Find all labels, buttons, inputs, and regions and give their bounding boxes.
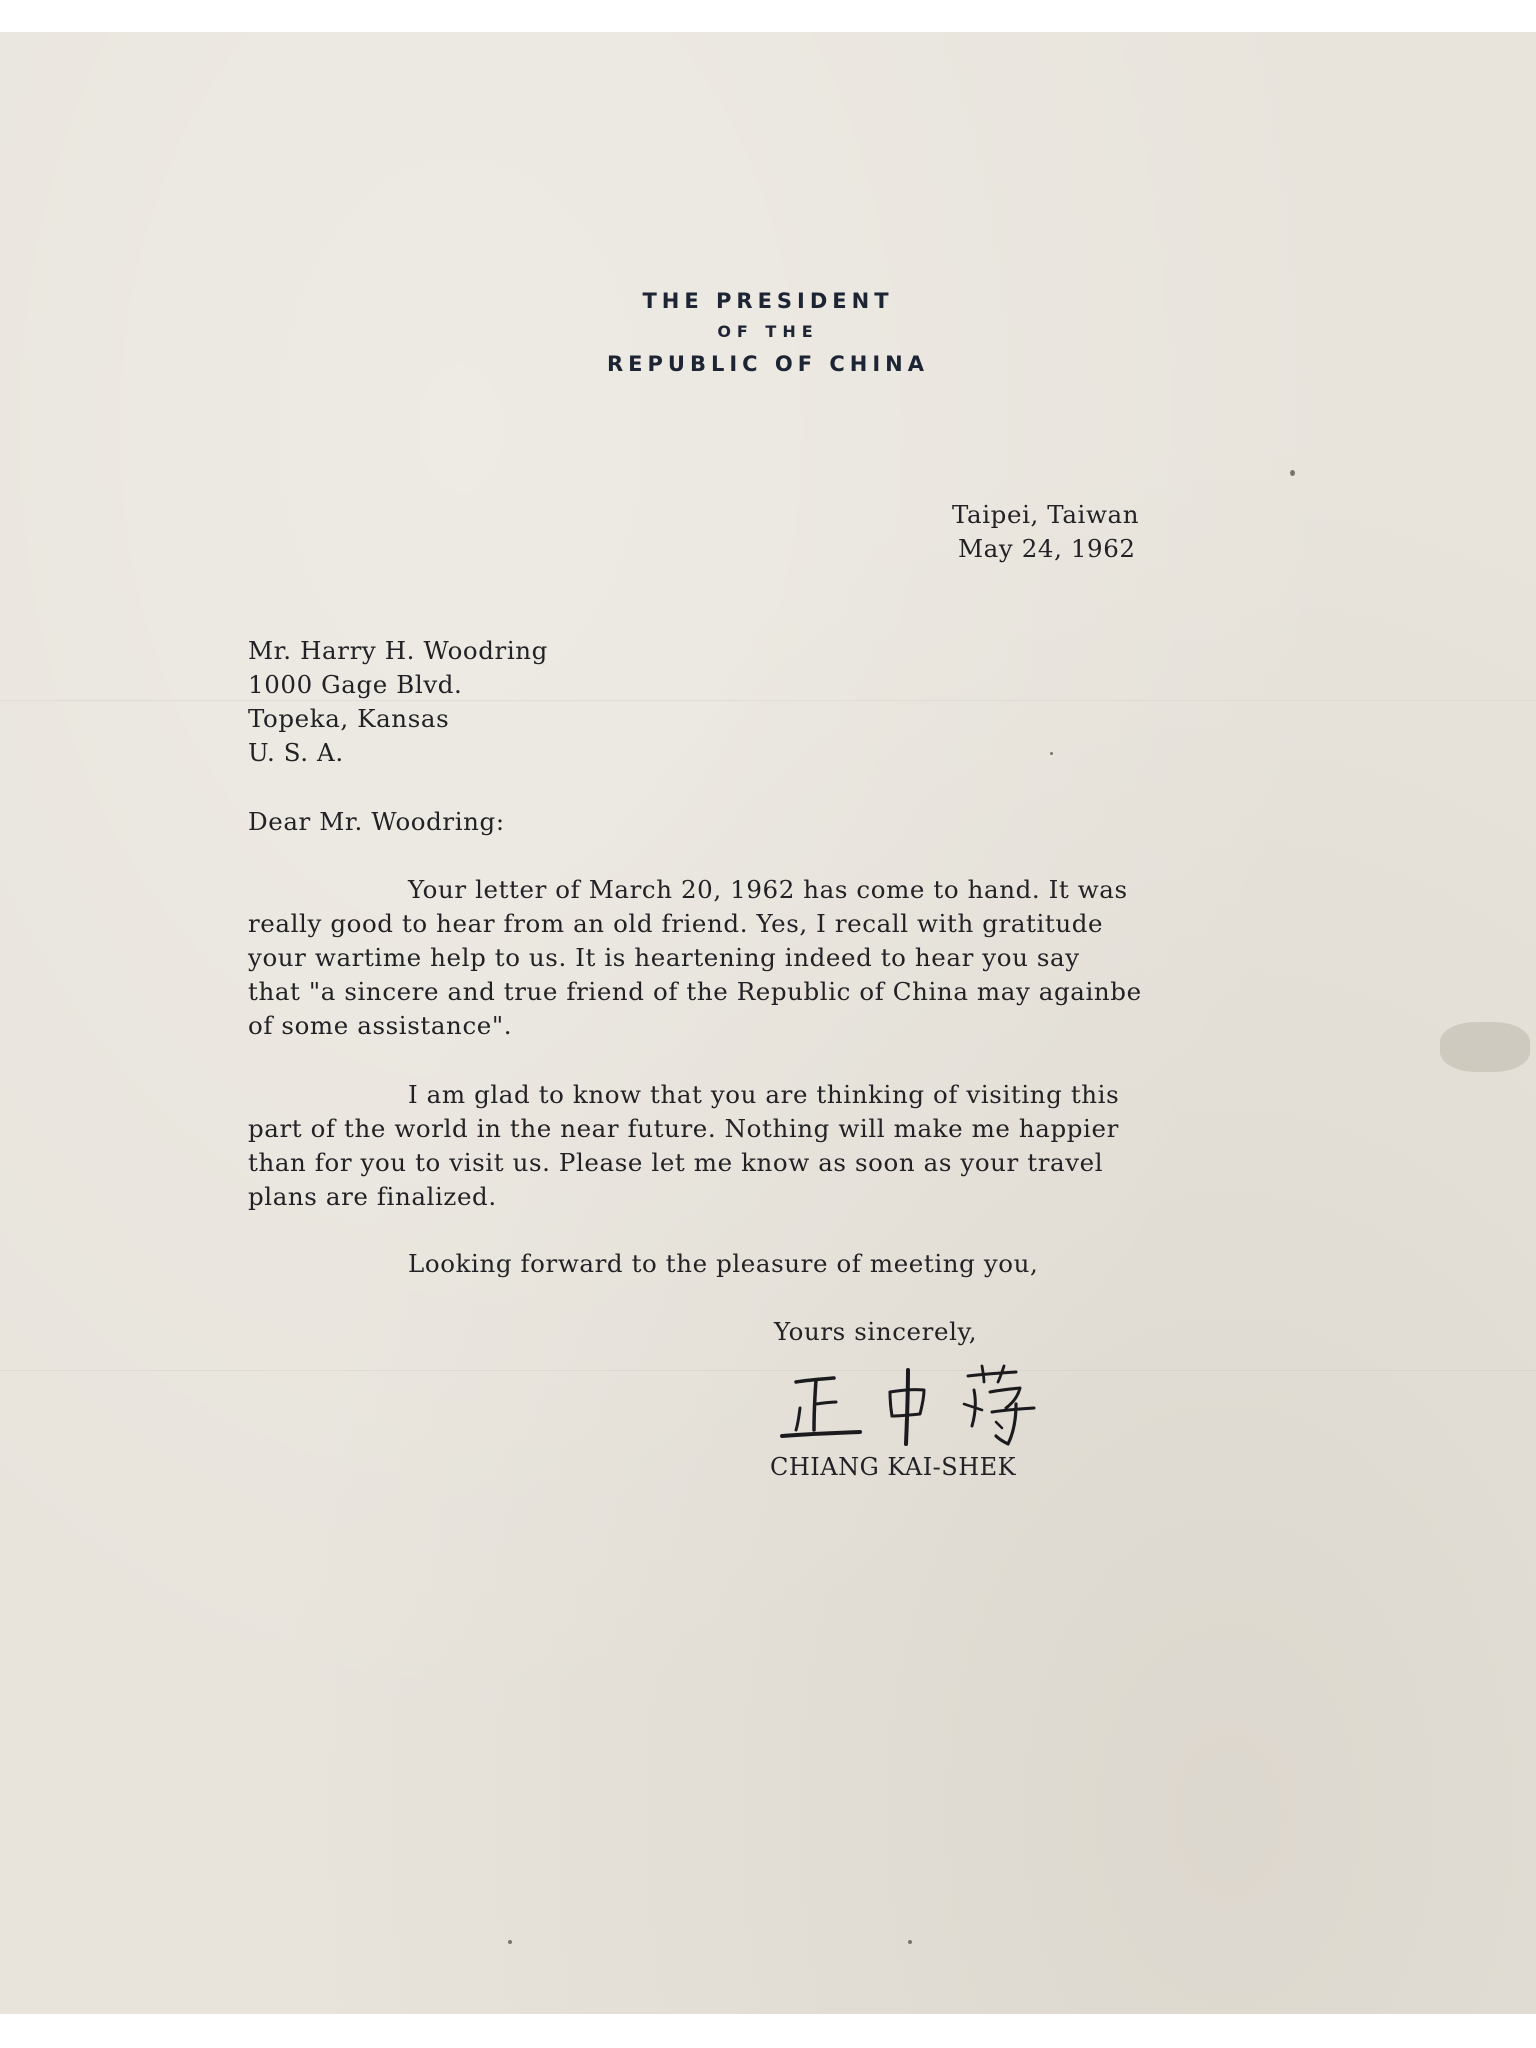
fold-line bbox=[0, 700, 1536, 702]
typed-signature-name: CHIANG KAI-SHEK bbox=[770, 1453, 1017, 1481]
paragraph-line: of some assistance". bbox=[248, 1011, 513, 1040]
paper-speck bbox=[508, 1940, 512, 1944]
paragraph-line: Your letter of March 20, 1962 has come to hand. It was bbox=[408, 875, 1128, 904]
paragraph-line: your wartime help to us. It is heartening indeed to hear you say bbox=[248, 943, 1080, 972]
paragraph-line: than for you to visit us. Please let me know as soon as your travel bbox=[248, 1148, 1104, 1177]
recipient-address bbox=[248, 634, 548, 770]
place-date-block bbox=[952, 498, 1139, 566]
recipient-city: Topeka, Kansas bbox=[248, 704, 450, 733]
paper-smudge bbox=[1440, 1022, 1530, 1072]
paragraph-line: I am glad to know that you are thinking of visiting this bbox=[408, 1080, 1120, 1109]
recipient-name: Mr. Harry H. Woodring bbox=[248, 636, 548, 665]
paragraph-line: really good to hear from an old friend. Yes, I recall with gratitude bbox=[248, 909, 1104, 938]
paragraph-line: plans are finalized. bbox=[248, 1182, 497, 1211]
letterhead-country: REPUBLIC OF CHINA bbox=[606, 352, 930, 376]
paragraph-line: that "a sincere and true friend of the Republic of China may againbe bbox=[248, 977, 1142, 1006]
signature-drawing bbox=[778, 1364, 1048, 1450]
valediction: Yours sincerely, bbox=[774, 1317, 978, 1346]
paper-speck bbox=[1290, 470, 1295, 476]
place-city: Taipei, Taiwan bbox=[952, 500, 1140, 529]
closing-line: Looking forward to the pleasure of meeting you, bbox=[408, 1249, 1039, 1278]
paper-speck bbox=[1050, 752, 1053, 755]
letter-date: May 24, 1962 bbox=[958, 534, 1136, 563]
paper-speck bbox=[908, 1940, 912, 1944]
letterhead-title: THE PRESIDENT bbox=[642, 289, 894, 313]
fold-line bbox=[0, 1370, 1536, 1372]
paragraph-1 bbox=[248, 873, 1142, 1043]
paragraph-line: part of the world in the near future. Nothing will make me happier bbox=[248, 1114, 1119, 1143]
letterhead-subtitle: OF THE bbox=[717, 322, 819, 341]
paragraph-2 bbox=[248, 1078, 1119, 1214]
recipient-country: U. S. A. bbox=[248, 738, 344, 767]
handwritten-signature bbox=[778, 1364, 1048, 1450]
recipient-street: 1000 Gage Blvd. bbox=[248, 670, 463, 699]
salutation: Dear Mr. Woodring: bbox=[248, 807, 505, 836]
